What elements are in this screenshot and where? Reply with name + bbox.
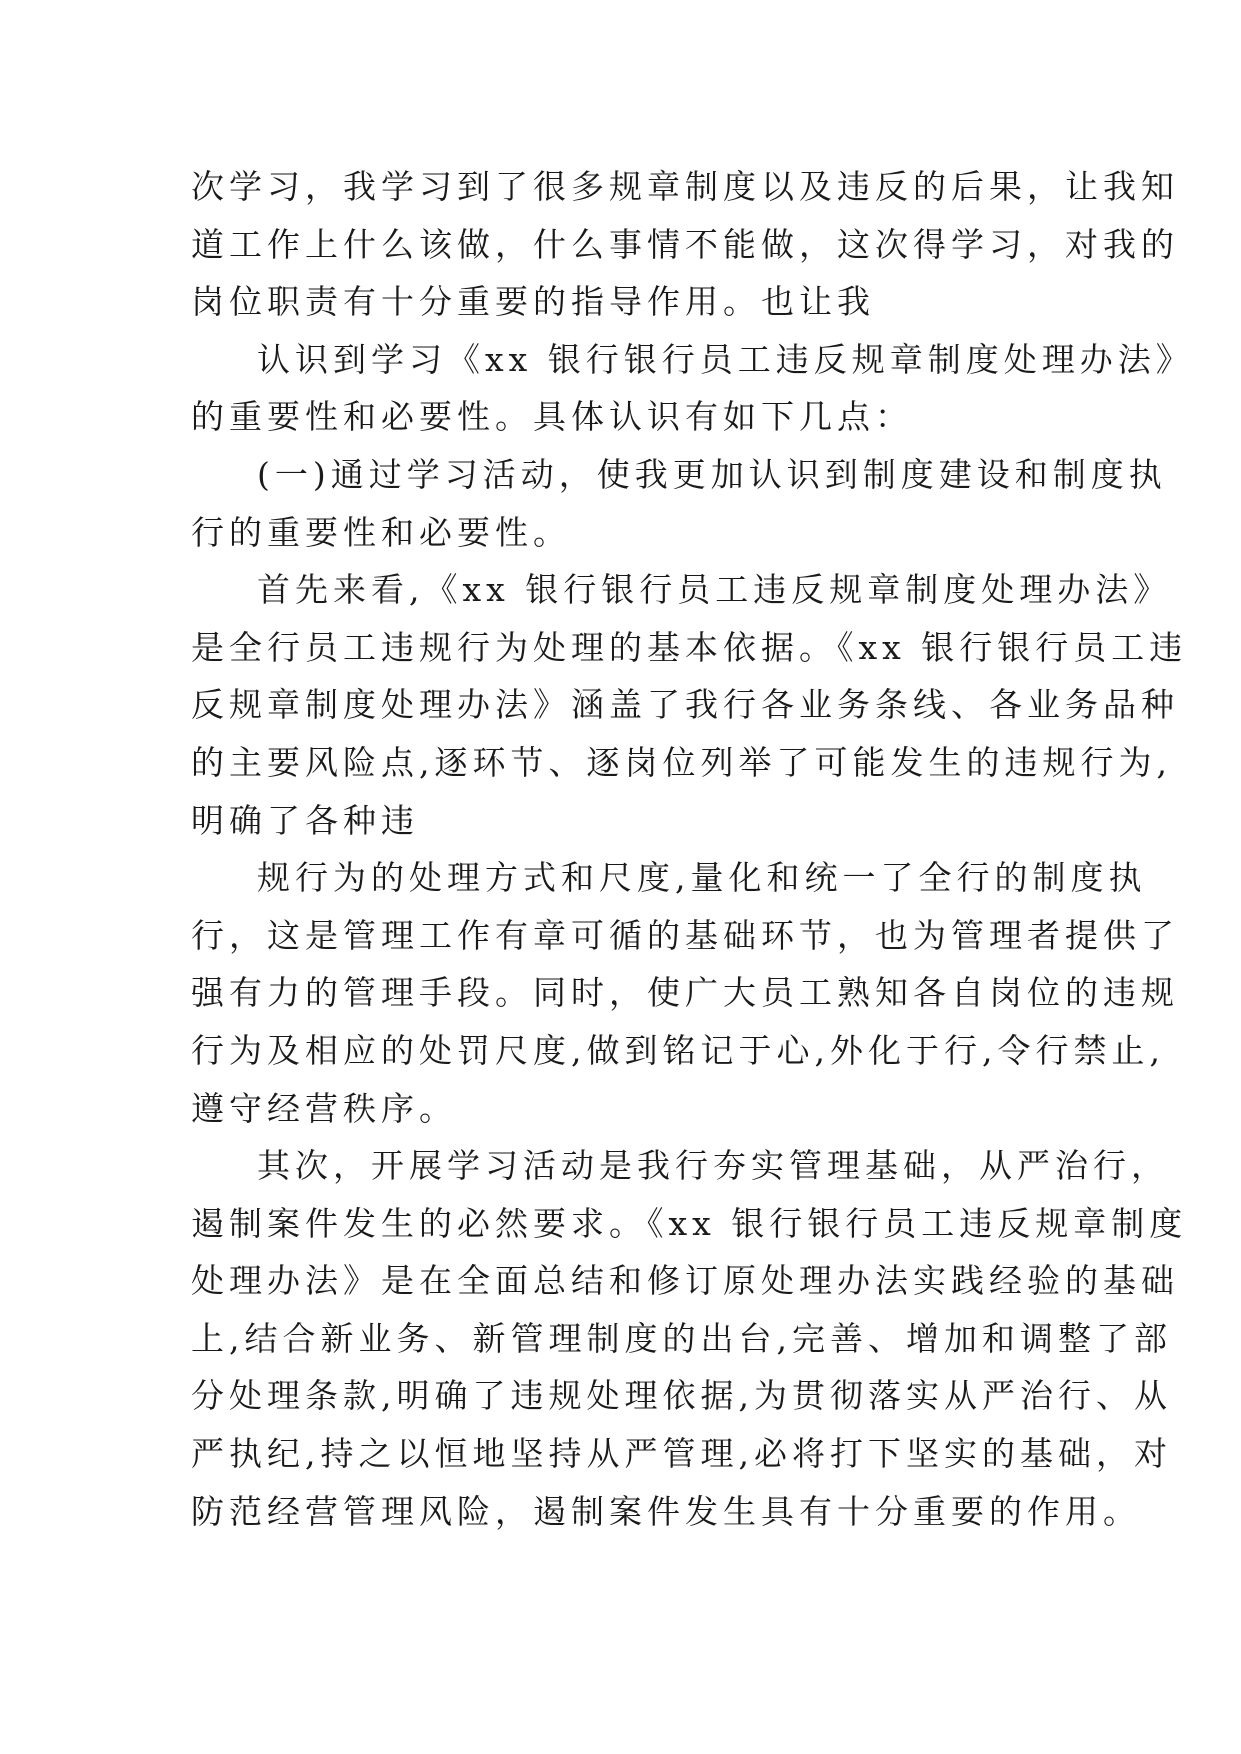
text-line: 的主要风险点,逐环节、逐岗位列举了可能发生的违规行为, xyxy=(191,742,1172,782)
text-line: 首先来看,《xx 银行银行员工违反规章制度处理办法》 xyxy=(257,570,1172,610)
text-line: 行为及相应的处罚尺度,做到铭记于心,外化于行,令行禁止, xyxy=(191,1030,1165,1070)
text-line: 上,结合新业务、新管理制度的出台,完善、增加和调整了部 xyxy=(191,1318,1172,1358)
text-line: 行的重要性和必要性。 xyxy=(191,512,571,552)
text-line: (一)通过学习活动，使我更加认识到制度建设和制度执 xyxy=(257,454,1167,494)
text-line: 岗位职责有十分重要的指导作用。也让我 xyxy=(191,282,875,322)
text-line: 规行为的处理方式和尺度,量化和统一了全行的制度执 xyxy=(257,858,1147,898)
text-line: 反规章制度处理办法》涵盖了我行各业务条线、各业务品种 xyxy=(191,685,1179,725)
text-line: 分处理条款,明确了违规处理依据,为贯彻落实从严治行、从 xyxy=(191,1376,1172,1416)
text-line: 遏制案件发生的必然要求。《xx 银行银行员工违反规章制度 xyxy=(191,1203,1188,1243)
text-line: 道工作上什么该做，什么事情不能做，这次得学习，对我的 xyxy=(191,224,1179,264)
text-line: 其次，开展学习活动是我行夯实管理基础，从严治行， xyxy=(257,1146,1169,1186)
text-line: 防范经营管理风险，遏制案件发生具有十分重要的作用。 xyxy=(191,1491,1141,1531)
text-line: 处理办法》是在全面总结和修订原处理办法实践经验的基础 xyxy=(191,1261,1179,1301)
text-line: 是全行员工违规行为处理的基本依据。《xx 银行银行员工违 xyxy=(191,627,1188,667)
text-line: 遵守经营秩序。 xyxy=(191,1088,457,1128)
text-line: 认识到学习《xx 银行银行员工违反规章制度处理办法》 xyxy=(257,339,1194,379)
text-line: 明确了各种违 xyxy=(191,800,419,840)
text-line: 强有力的管理手段。同时，使广大员工熟知各自岗位的违规 xyxy=(191,973,1179,1013)
text-line: 严执纪,持之以恒地坚持从严管理,必将打下坚实的基础，对 xyxy=(191,1434,1172,1474)
body-text xyxy=(191,158,1194,1540)
text-line: 行，这是管理工作有章可循的基础环节，也为管理者提供了 xyxy=(191,915,1179,955)
text-line: 的重要性和必要性。具体认识有如下几点： xyxy=(191,397,913,437)
text-line: 次学习，我学习到了很多规章制度以及违反的后果，让我知 xyxy=(191,167,1179,206)
